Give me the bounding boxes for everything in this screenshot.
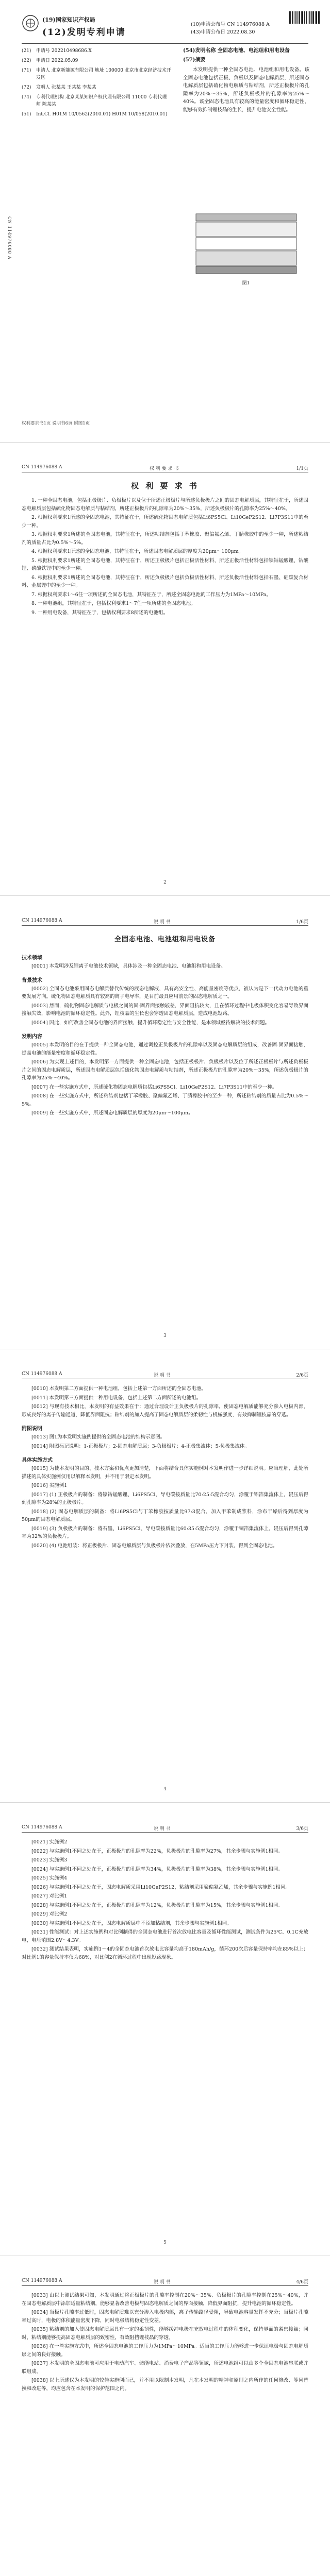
description-paragraph: [0022] 与实施例1不同之处在于，正极极片的孔隙率为22%，负极极片的孔隙率为27%，其余步骤与实施例1相同。: [31, 1848, 283, 1854]
section-heading: 发明内容: [22, 1034, 42, 1040]
description-paragraph: [0010] 本发明第二方面提供一种电池组，包括上述第一方面所述的全固态电池。: [31, 1386, 206, 1392]
header-right: 1/1页: [296, 466, 308, 471]
claim-paragraph: 3. 根据权利要求1所述的全固态电池，其特征在于，所述粘结剂包括丁苯橡胶、聚偏氟乙烯、丁腈橡胶中的至少一种，所述粘结剂的质量占比为0.5%～5%。: [22, 532, 308, 546]
description-paragraph: [0020] (4) 电池组装：将正极极片、固态电解质层与负极极片依次叠放，在5MPa压力下封装，得到全固态电池。: [31, 1543, 278, 1549]
description-paragraph: [0025] 实施例4: [31, 1875, 68, 1881]
section-heading: 附图说明: [22, 1426, 42, 1432]
description-paragraph: [0001] 本发明涉及锂离子电池技术领域，具体涉及一种全固态电池、电池组和用电设备。: [31, 963, 226, 969]
page-title: 权 利 要 求 书: [131, 481, 199, 490]
description-body: [22, 2292, 308, 2394]
description-page: [0, 1360, 330, 1802]
description-paragraph: [0009] 在一些实施方式中，所述固态电解质层的厚度为20μm～100μm。: [31, 1110, 193, 1116]
header-left: CN 114976088 A: [22, 1825, 62, 1830]
claim-paragraph: 1. 一种全固态电池，包括正极极片、负极极片以及位于所述正极极片与所述负极极片之间的固态电解质层，其特征在于，所述固态电解质层包括硫化物固态电解质与粘结剂，所述正极极片的孔隙率为20%～35%，所述负极极片的孔隙率为25%～40%。: [22, 498, 308, 512]
section-heading: 技术领域: [22, 955, 42, 961]
description-paragraph: [0023] 实施例3: [31, 1857, 68, 1863]
abstract-figure: [186, 204, 307, 289]
description-page: [0, 2267, 330, 2576]
claims-body: [22, 497, 308, 618]
publication-number: (10)申请公布号 CN 114976088 A: [191, 22, 270, 27]
description-paragraph: [0028] 与实施例1不同之处在于，正极极片的孔隙率为12%，负极极片的孔隙率为15%，其余步骤与实施例1相同。: [31, 1902, 283, 1908]
cover-footer: 权利要求书1页 说明书6页 附图1页: [22, 421, 90, 426]
description-paragraph: [0036] 在一些实施方式中，所述全固态电池的工作压力为1MPa～10MPa。适当的工作压力能够进一步保证电极与固态电解质层之间的良好接触。: [22, 2344, 308, 2358]
barcode-icon: [289, 11, 320, 27]
description-paragraph: [0031] 性能测试：对上述实施例和对比例制得的全固态电池进行首次放电比容量及循环性能测试，测试条件为25℃、0.1C充放电，电压范围2.8V～4.3V。: [22, 1929, 308, 1943]
description-paragraph: [0038] 以上所述仅为本发明的较佳实施例而已，并不用以限制本发明，凡在本发明的精神和原则之内所作的任何修改、等同替换和改进等，均应包含在本发明的保护范围之内。: [22, 2378, 308, 2392]
biblio-row: (21) 申请号 202210498686.X: [22, 48, 92, 54]
description-paragraph: [0002] 全固态电池采用固态电解质替代传统的液态电解液，具有高安全性、高能量密度等优点，被认为是下一代动力电池的重要发展方向。硫化物固态电解质具有较高的离子电导率，是目前最具应用前景的固态电解质之一。: [22, 986, 308, 999]
header-left: CN 114976088 A: [22, 1371, 62, 1377]
claim-paragraph: 8. 一种电池组，其特征在于，包括权利要求1～7任一项所述的全固态电池。: [31, 601, 196, 606]
page-number: 5: [163, 2240, 167, 2245]
description-paragraph: [0013] 图1为本发明实施例提供的全固态电池的结构示意图。: [31, 1434, 166, 1440]
description-paragraph: [0005] 本发明的目的在于提供一种全固态电池，通过调控正负极极片的孔隙率以及固态电解质层的组成，改善固-固界面接触，提高电池的能量密度和循环稳定性。: [22, 1042, 308, 1056]
description-paragraph: [0007] 在一些实施方式中，所述硫化物固态电解质包括Li6PS5Cl、Li10GeP2S12、Li7P3S11中的至少一种。: [31, 1084, 277, 1090]
side-pub-number: CN 114976088 A: [7, 216, 12, 260]
description-paragraph: [0008] 在一些实施方式中，所述粘结剂包括丁苯橡胶、聚偏氟乙烯、丁腈橡胶中的至少一种，所述粘结剂的质量占比为0.5%～5%。: [22, 1093, 308, 1107]
page-title: 全固态电池、电池组和用电设备: [114, 936, 216, 943]
header-center: 说 明 书: [154, 1373, 171, 1378]
page-separator: [0, 442, 330, 443]
header-left: CN 114976088 A: [22, 918, 62, 923]
description-paragraph: [0033] 由以上测试结果可知，本发明通过将正极极片的孔隙率控制在20%～35%、负极极片的孔隙率控制在25%～40%，并在固态电解质层中添加适量粘结剂，能够显著改善电极与固态电解质之间的界面接触，降低界面阻抗，提升电池的循环稳定性。: [22, 2293, 308, 2307]
description-page: [0, 1814, 330, 2256]
description-paragraph: [0034] 当极片孔隙率过低时，固态电解质难以充分渗入电极内部，离子传输路径受阻，导致电池容量发挥不充分；当极片孔隙率过高时，电极的体积能量密度下降，同时电极结构稳定性变差。: [22, 2310, 308, 2324]
biblio-row: (51) Int.Cl. H01M 10/0562(2010.01) H01M 10/058(2010.01): [22, 112, 168, 117]
abstract-heading: (57)摘要: [183, 57, 206, 63]
description-paragraph: [0004] 因此，如何改善全固态电池的界面接触、提升循环稳定性与安全性能，是本领域亟待解决的技术问题。: [31, 1020, 270, 1026]
biblio-row: (71) 申请人 北京新能源有限公司 地址 100000 北京市北京经济技术开发区: [22, 68, 171, 80]
kind-title: (12)发明专利申请: [42, 27, 126, 38]
cover-divider: [22, 43, 308, 44]
page-separator: [0, 1802, 330, 1803]
header-right: 3/6页: [296, 1826, 308, 1832]
header-center: 说 明 书: [154, 2280, 171, 2285]
office-name: (19)国家知识产权局: [42, 16, 95, 23]
page-number: 3: [163, 1333, 167, 1338]
description-paragraph: [0016] 实施例1: [31, 1483, 68, 1488]
description-body: [22, 1385, 308, 1551]
header-center: 权 利 要 求 书: [150, 466, 179, 471]
page-separator: [0, 895, 330, 896]
header-center: 说 明 书: [154, 1826, 171, 1832]
description-paragraph: [0037] 本发明的全固态电池可应用于电动汽车、储能电站、消费电子产品等领域，所述电池组可以由多个全固态电池串联或并联组成。: [22, 2361, 308, 2375]
claim-paragraph: 4. 根据权利要求1所述的全固态电池，其特征在于，所述固态电解质层的厚度为20μm～100μm。: [31, 549, 244, 554]
publication-date: (43)申请公布日 2022.08.30: [191, 29, 255, 35]
claim-paragraph: 6. 根据权利要求1所述的全固态电池，其特征在于，所述负极极片包括负极活性材料，所述负极活性材料包括石墨、硅碳复合材料、金属锂中的至少一种。: [22, 574, 308, 588]
description-page: [0, 907, 330, 1349]
invention-title: (54)发明名称 全固态电池、电池组和用电设备: [183, 48, 290, 54]
description-paragraph: [0019] (3) 负极极片的制备：将石墨、Li6PS5Cl、导电碳按质量比60:35:5混合均匀，涂覆于铜箔集流体上，辊压后得到孔隙率为32%的负极极片。: [22, 1526, 308, 1539]
description-paragraph: [0018] (2) 固态电解质层的制备：将Li6PS5Cl与丁苯橡胶按质量比97:3混合，加入甲苯制成浆料，涂布干燥后得到厚度为50μm的固态电解质层。: [22, 1509, 308, 1522]
description-paragraph: [0035] 粘结剂的加入使固态电解质层具有一定的柔韧性，能够缓冲电极在充放电过程中的体积变化，保持界面的紧密接触；同时，粘结剂能够提高固态电解质层的致密性，有效阻挡锂枝晶的穿透。: [22, 2327, 308, 2341]
cover-page: [0, 0, 330, 442]
description-paragraph: [0027] 对比例1: [31, 1893, 68, 1899]
description-paragraph: [0017] (1) 正极极片的制备：将镍钴锰酸锂、Li6PS5Cl、导电碳按质量比70:25:5混合均匀，涂覆于铝箔集流体上，辊压后得到孔隙率为28%的正极极片。: [22, 1492, 308, 1505]
description-paragraph: [0006] 为实现上述目的，本发明第一方面提供一种全固态电池，包括正极极片、负极极片以及位于所述正极极片与所述负极极片之间的固态电解质层，所述固态电解质层包括硫化物固态电解质与粘结剂，所述正极极片的孔隙率为20%～35%，所述负极极片的孔隙率为25%～40%。: [22, 1059, 308, 1081]
section-heading: 具体实施方式: [22, 1458, 53, 1463]
abstract-block: [183, 47, 309, 115]
description-paragraph: [0015] 为使本发明的目的、技术方案和优点更加清楚，下面将结合具体实施例对本发明作进一步详细说明。应当理解，此处所描述的具体实施例仅用以解释本发明，并不用于限定本发明。: [22, 1466, 308, 1480]
publication-info: [191, 21, 270, 36]
description-body: [22, 948, 308, 1118]
description-paragraph: [0003] 然而，硫化物固态电解质与电极之间的固-固界面接触较差，界面阻抗较大，且在循环过程中电极体积变化容易导致界面接触失效，影响电池的循环稳定性。此外，锂枝晶的生长也会穿透固态电解质层，造成电池短路。: [22, 1003, 308, 1016]
description-paragraph: [0030] 与实施例1不同之处在于，固态电解质层中不添加粘结剂，其余步骤与实施例1相同。: [31, 1920, 232, 1926]
header-left: CN 114976088 A: [22, 465, 62, 470]
figure-caption: 图1: [242, 281, 250, 286]
description-paragraph: [0029] 对比例2: [31, 1911, 68, 1917]
abstract-text: 本发明提供一种全固态电池、电池组和用电设备。该全固态电池包括正极、负极以及固态电解质层，所述固态电解质层包括硫化物电解质与粘结剂，所述正极极片的孔隙率为20%～35%，所述负极极片的孔隙率为25%～40%。该全固态电池具有较高的能量密度和循环稳定性，能够有效抑制锂枝晶的生长，提升电池安全性能。: [183, 67, 309, 113]
bibliographic-data: [22, 47, 171, 121]
claim-paragraph: 5. 根据权利要求1所述的全固态电池，其特征在于，所述正极极片包括正极活性材料，所述正极活性材料包括镍钴锰酸锂、钴酸锂、磷酸铁锂中的至少一种。: [22, 557, 308, 571]
biblio-row: (22) 申请日 2022.05.09: [22, 58, 78, 63]
description-paragraph: [0012] 与现有技术相比，本发明的有益效果在于：通过合理设计正负极极片的孔隙率，使固态电解质能够充分渗入电极内部，形成良好的离子传输通道，降低界面阻抗；粘结剂的加入提高了固态电解质层的柔韧性与机械强度，有效抑制锂枝晶的穿透。: [22, 1404, 308, 1418]
claim-paragraph: 7. 根据权利要求1～6任一项所述的全固态电池，其特征在于，所述全固态电池的工作压力为1MPa～10MPa。: [31, 591, 272, 598]
description-paragraph: [0032] 测试结果表明，实施例1～4的全固态电池首次放电比容量均高于180mAh/g，循环200次后容量保持率均在85%以上；对比例1的容量保持率仅为68%，对比例2在循环过程中出现短路现象。: [22, 1946, 308, 1960]
page-number: 4: [163, 1787, 167, 1792]
header-rule: [22, 2285, 308, 2286]
header-rule: [22, 1832, 308, 1833]
description-paragraph: [0024] 与实施例1不同之处在于，正极极片的孔隙率为34%，负极极片的孔隙率为38%，其余步骤与实施例1相同。: [31, 1866, 283, 1872]
description-paragraph: [0026] 与实施例1不同之处在于，固态电解质采用Li10GeP2S12，粘结剂采用聚偏氟乙烯，其余步骤与实施例1相同。: [31, 1884, 290, 1890]
biblio-row: (74) 专利代理机构 北京某某知识产权代理有限公司 11000 专利代理师 陈某某: [22, 95, 167, 107]
header-right: 4/6页: [296, 2280, 308, 2285]
description-paragraph: [0021] 实施例2: [31, 1839, 68, 1845]
description-paragraph: [0014] 附图标记说明：1-正极极片；2-固态电解质层；3-负极极片；4-正极集流体；5-负极集流体。: [31, 1443, 250, 1449]
claim-paragraph: 9. 一种用电设备，其特征在于，包括权利要求8所述的电池组。: [31, 609, 169, 616]
header-left: CN 114976088 A: [22, 2278, 62, 2283]
header-right: 1/6页: [296, 920, 308, 925]
page-number: 2: [163, 880, 167, 885]
description-body: [22, 1838, 308, 1962]
header-center: 说 明 书: [154, 920, 171, 925]
header-right: 2/6页: [296, 1373, 308, 1378]
header-rule: [22, 925, 308, 926]
description-paragraph: [0011] 本发明第三方面提供一种用电设备，包括上述第二方面所述的电池组。: [31, 1395, 202, 1401]
section-heading: 背景技术: [22, 977, 42, 984]
claims-page: [0, 453, 330, 895]
biblio-row: (72) 发明人 张某某 王某某 李某某: [22, 85, 96, 90]
claim-paragraph: 2. 根据权利要求1所述的全固态电池，其特征在于，所述硫化物固态电解质包括Li6PS5Cl、Li10GeP2S12、Li7P3S11中的至少一种。: [22, 515, 308, 529]
patent-office-logo-icon: [22, 14, 39, 32]
